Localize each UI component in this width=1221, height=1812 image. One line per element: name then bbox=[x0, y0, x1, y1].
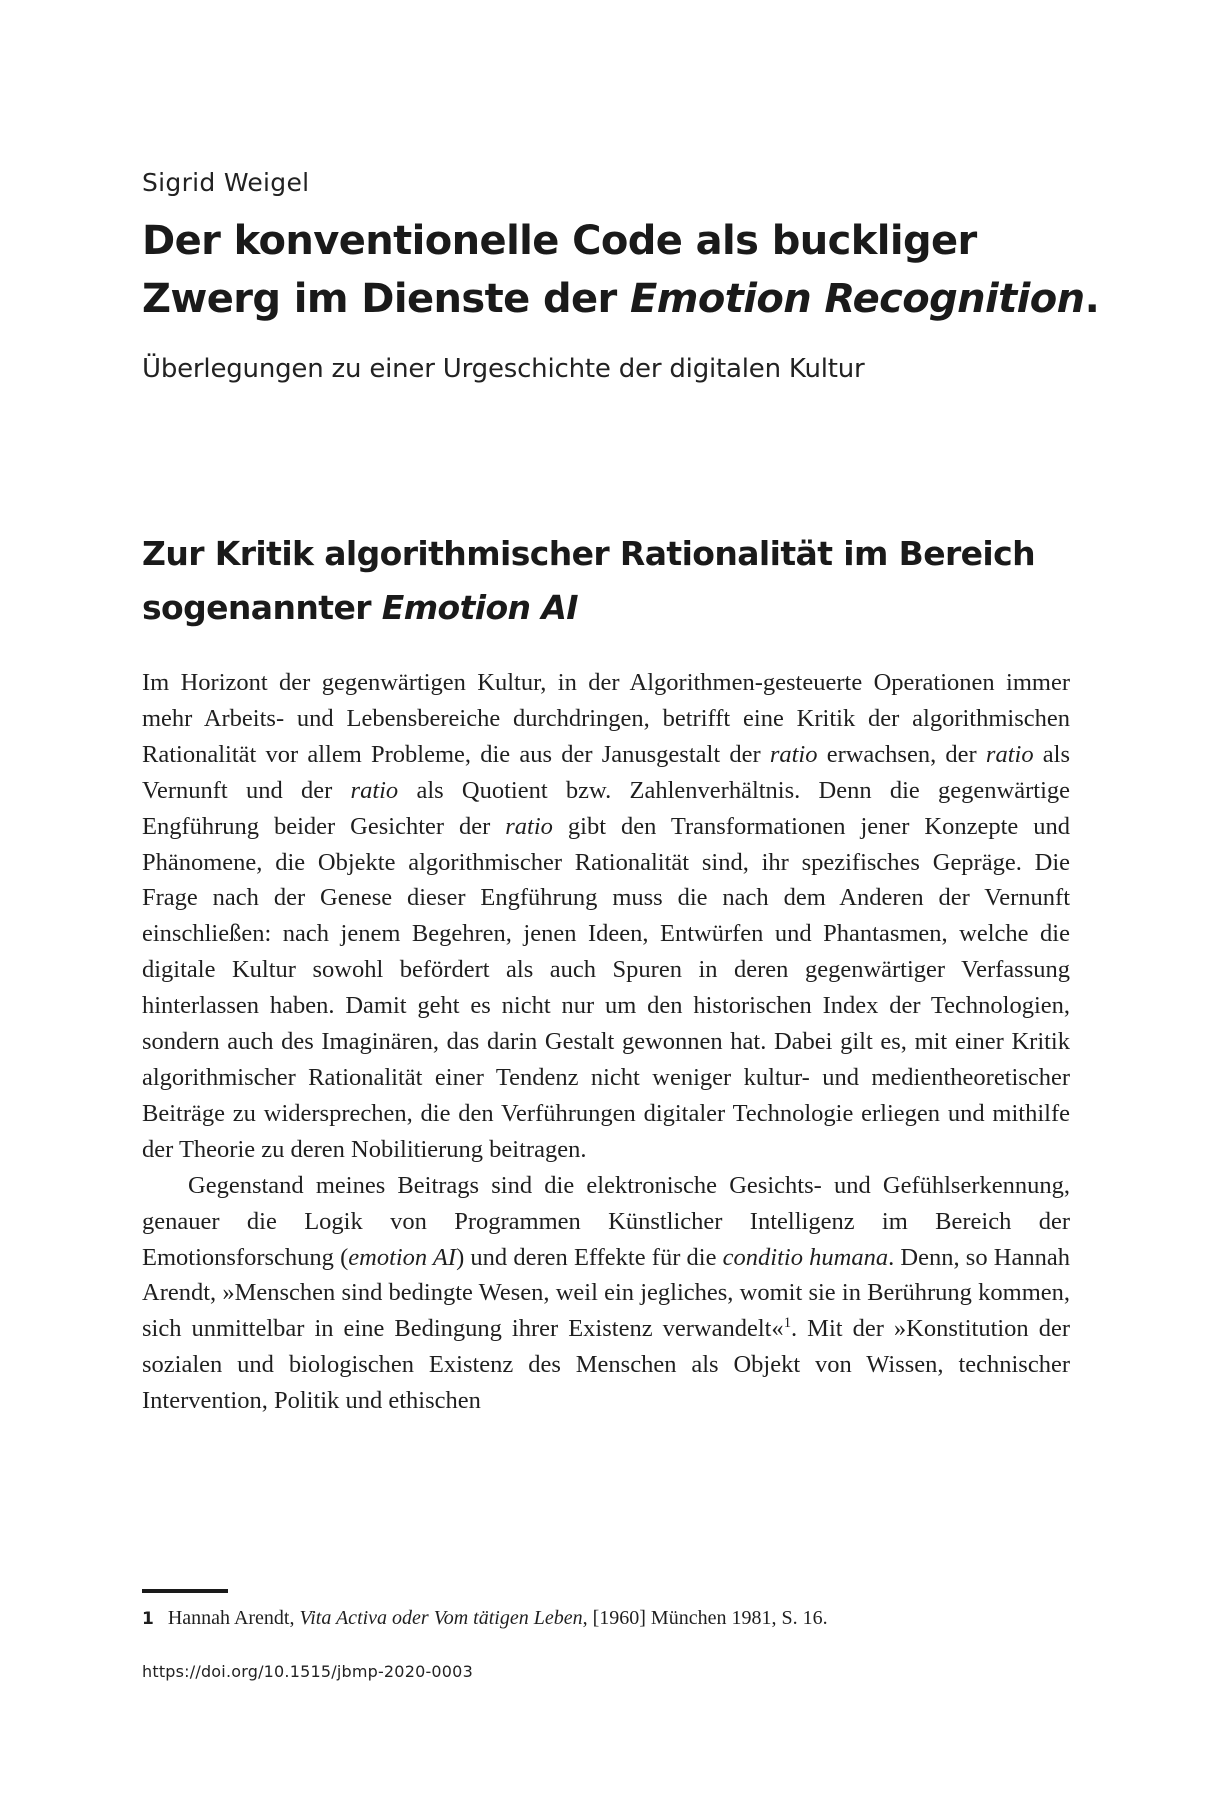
text-run: Gegenstand meines Beitrags sind die elektronische Gesichts- und Gefühlserkennung, genauer die Logik von Programmen Künstlicher Intelligenz im Bereich der Emotionsforschung ( bbox=[142, 1171, 1070, 1271]
text-run: als Quotient bzw. Zahlenverhältnis. Denn die gegenwärtige Engführung beider Gesichter der bbox=[142, 776, 1070, 840]
italic-term: ratio bbox=[985, 740, 1034, 768]
article-title-end: . bbox=[1084, 276, 1100, 322]
body-paragraph-2 bbox=[142, 1168, 1070, 1419]
article-subtitle: Überlegungen zu einer Urgeschichte der digitalen Kultur bbox=[142, 354, 865, 384]
text-run: gibt den Transformationen jener Konzepte und Phänomene, die Objekte algorithmischer Rationalität sind, ihr spezifisches Gepräge. Die Frage nach der Genese dieser Engführung muss die nach dem Anderen der Vernunft einschließen: nach jenem Begehren, jenen Ideen, Entwürfen und Phantasmen, welche die digitale Kultur sowohl befördert als auch Spuren in deren gegenwärtiger Verfassung hinterlassen haben. Damit geht es nicht nur um den historischen Index der Technologien, sondern auch des Imaginären, das darin Gestalt gewonnen hat. Dabei gilt es, mit einer Kritik algorithmischer Rationalität einer Tendenz nicht weniger kultur- und medientheoretischer Beiträge zu widersprechen, die den Verführungen digitaler Technologie erliegen und mithilfe der Theorie zu deren Nobilitierung beitragen. bbox=[142, 812, 1070, 1163]
text-run: Im Horizont der gegenwärtigen Kultur, in der Algorithmen-gesteuerte Operationen immer mehr Arbeits- und Lebensbereiche durchdringen, betrifft eine Kritik der algorithmischen Rationalität vor allem Probleme, die aus der Janusgestalt der bbox=[142, 669, 1070, 768]
italic-term: ratio bbox=[350, 776, 399, 804]
italic-term: ratio bbox=[505, 812, 553, 840]
footnote-work-title: Vita Activa oder Vom tätigen Leben bbox=[299, 1607, 583, 1629]
footnote-reference: , [1960] München 1981, S. 16. bbox=[582, 1607, 828, 1629]
doi-link[interactable]: https://doi.org/10.1515/jbmp-2020-0003 bbox=[142, 1662, 473, 1681]
body-paragraph-1 bbox=[142, 665, 1070, 1168]
italic-term: ratio bbox=[769, 740, 818, 768]
article-title-italic: Emotion Recognition bbox=[630, 276, 1085, 322]
text-run: erwachsen, der bbox=[817, 740, 986, 768]
text-run: . Denn, so Hannah Arendt, »Menschen sind bedingte Wesen, weil ein jegliches, womit sie in Berührung kommen, sich unmittelbar in eine Bedingung ihrer Existenz verwandelt« bbox=[142, 1243, 1070, 1343]
footnote-author: Hannah Arendt, bbox=[167, 1607, 300, 1629]
body-text bbox=[142, 665, 1070, 1419]
text-run: ) und deren Effekte für die bbox=[456, 1243, 723, 1271]
footnote-ref-marker: 1 bbox=[783, 1315, 792, 1332]
footnote bbox=[142, 1604, 1070, 1633]
article-title-text: Der konventionelle Code als buckliger Zwerg im Dienste der bbox=[142, 218, 977, 322]
italic-term: emotion AI bbox=[348, 1243, 457, 1271]
section-heading bbox=[142, 527, 1102, 635]
article-title bbox=[142, 212, 1102, 328]
italic-term: conditio humana bbox=[722, 1243, 889, 1271]
text-run: als Vernunft und der bbox=[142, 740, 1071, 804]
footnote-number: 1 bbox=[142, 1609, 154, 1629]
author-name: Sigrid Weigel bbox=[142, 168, 310, 197]
footnote-divider bbox=[142, 1589, 228, 1593]
text-run: . Mit der »Konstitution der sozialen und biologischen Existenz des Menschen als Objekt von Wissen, technischer Intervention, Politik und ethischen bbox=[142, 1315, 1070, 1415]
section-heading-text: Zur Kritik algorithmischer Rationalität im Bereich sogenannter bbox=[142, 534, 1036, 627]
section-heading-italic: Emotion AI bbox=[381, 588, 578, 627]
